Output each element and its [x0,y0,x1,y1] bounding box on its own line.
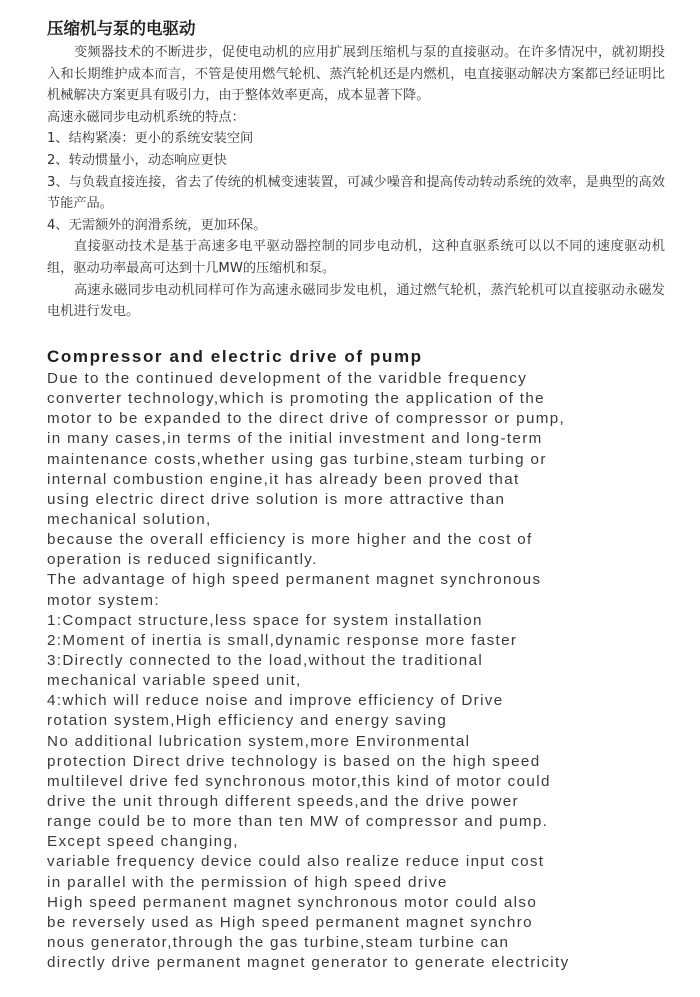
english-text-line: converter technology,which is promoting the application of the [47,390,545,408]
chinese-paragraph-intro: 变频器技术的不断进步，促使电动机的应用扩展到压缩机与泵的直接驱动。在许多情况中，就初期投入和长期维护成本而言，不管是使用燃气轮机、蒸汽轮机还是内燃机，电直接驱动解决方案都已经证明比机械解决方案更具有吸引力，由于整体效率更高，成本显著下降。 [47,45,665,104]
english-text-line: be reversely used as High speed permanent magnet synchro [47,913,533,931]
english-text-line: internal combustion engine,it has already been proved that [47,470,520,488]
english-text-line: because the overall efficiency is more higher and the cost of [47,531,533,549]
english-text-line: range could be to more than ten MW of compressor and pump. [47,813,549,831]
chinese-paragraph-generator: 高速永磁同步电动机同样可作为高速永磁同步发电机，通过燃气轮机，蒸汽轮机可以直接驱动永磁发电机进行发电。 [47,282,665,320]
english-text-line: nous generator,through the gas turbine,steam turbine can [47,933,510,951]
english-text-line: No additional lubrication system,more Environmental [47,732,471,750]
english-text-line: 2:Moment of inertia is small,dynamic response more faster [47,631,518,649]
english-text-line: operation is reduced significantly. [47,551,318,569]
english-text-line: in parallel with the permission of high speed drive [47,873,448,891]
chinese-feature-item-1: 1、结构紧凑：更小的系统安装空间 [47,131,254,147]
english-text-line: The advantage of high speed permanent magnet synchronous [47,571,542,589]
chinese-feature-item-4: 4、无需额外的润滑系统，更加环保。 [47,217,267,233]
english-text-line: multilevel drive fed synchronous motor,this kind of motor could [47,772,551,790]
english-text-line: using electric direct drive solution is more attractive than [47,490,506,508]
english-text-line: in many cases,in terms of the initial investment and long-term [47,430,543,448]
chinese-section-body [47,42,665,323]
chinese-section-title: 压缩机与泵的电驱动 [47,19,196,38]
english-text-line: protection Direct drive technology is based on the high speed [47,752,541,770]
english-text-line: directly drive permanent magnet generator to generate electricity [47,954,570,972]
english-text-line: mechanical variable speed unit, [47,672,302,690]
english-text-line: motor system: [47,591,160,609]
chinese-feature-item-3: 3、与负载直接连接，省去了传统的机械变速装置，可减少噪音和提高传动转动系统的效率，是典型的高效节能产品。 [47,174,665,212]
chinese-features-heading: 高速永磁同步电动机系统的特点： [47,109,245,125]
english-text-line: Due to the continued development of the varidble frequency [47,370,528,387]
english-text-line: 1:Compact structure,less space for system installation [47,611,483,629]
english-text-line: 4:which will reduce noise and improve efficiency of Drive [47,692,504,710]
english-section-body [47,369,667,973]
chinese-feature-item-2: 2、转动惯量小，动态响应更快 [47,152,227,168]
english-text-line: motor to be expanded to the direct drive of compressor or pump, [47,410,566,428]
english-text-line: Except speed changing, [47,833,239,851]
english-text-line: drive the unit through different speeds,and the drive power [47,792,519,810]
english-text-line: mechanical solution, [47,510,212,528]
english-text-line: High speed permanent magnet synchronous motor could also [47,893,538,911]
english-text-line: maintenance costs,whether using gas turbine,steam turbing or [47,450,547,468]
english-section-title: Compressor and electric drive of pump [47,347,423,366]
chinese-paragraph-direct-drive: 直接驱动技术是基于高速多电平驱动器控制的同步电动机，这种直驱系统可以以不同的速度驱动机组，驱动功率最高可达到十几MW的压缩机和泵。 [47,239,665,276]
english-text-line: variable frequency device could also realize reduce input cost [47,853,545,871]
english-text-line: 3:Directly connected to the load,without the traditional [47,651,484,669]
english-text-line: rotation system,High efficiency and energy saving [47,712,448,730]
